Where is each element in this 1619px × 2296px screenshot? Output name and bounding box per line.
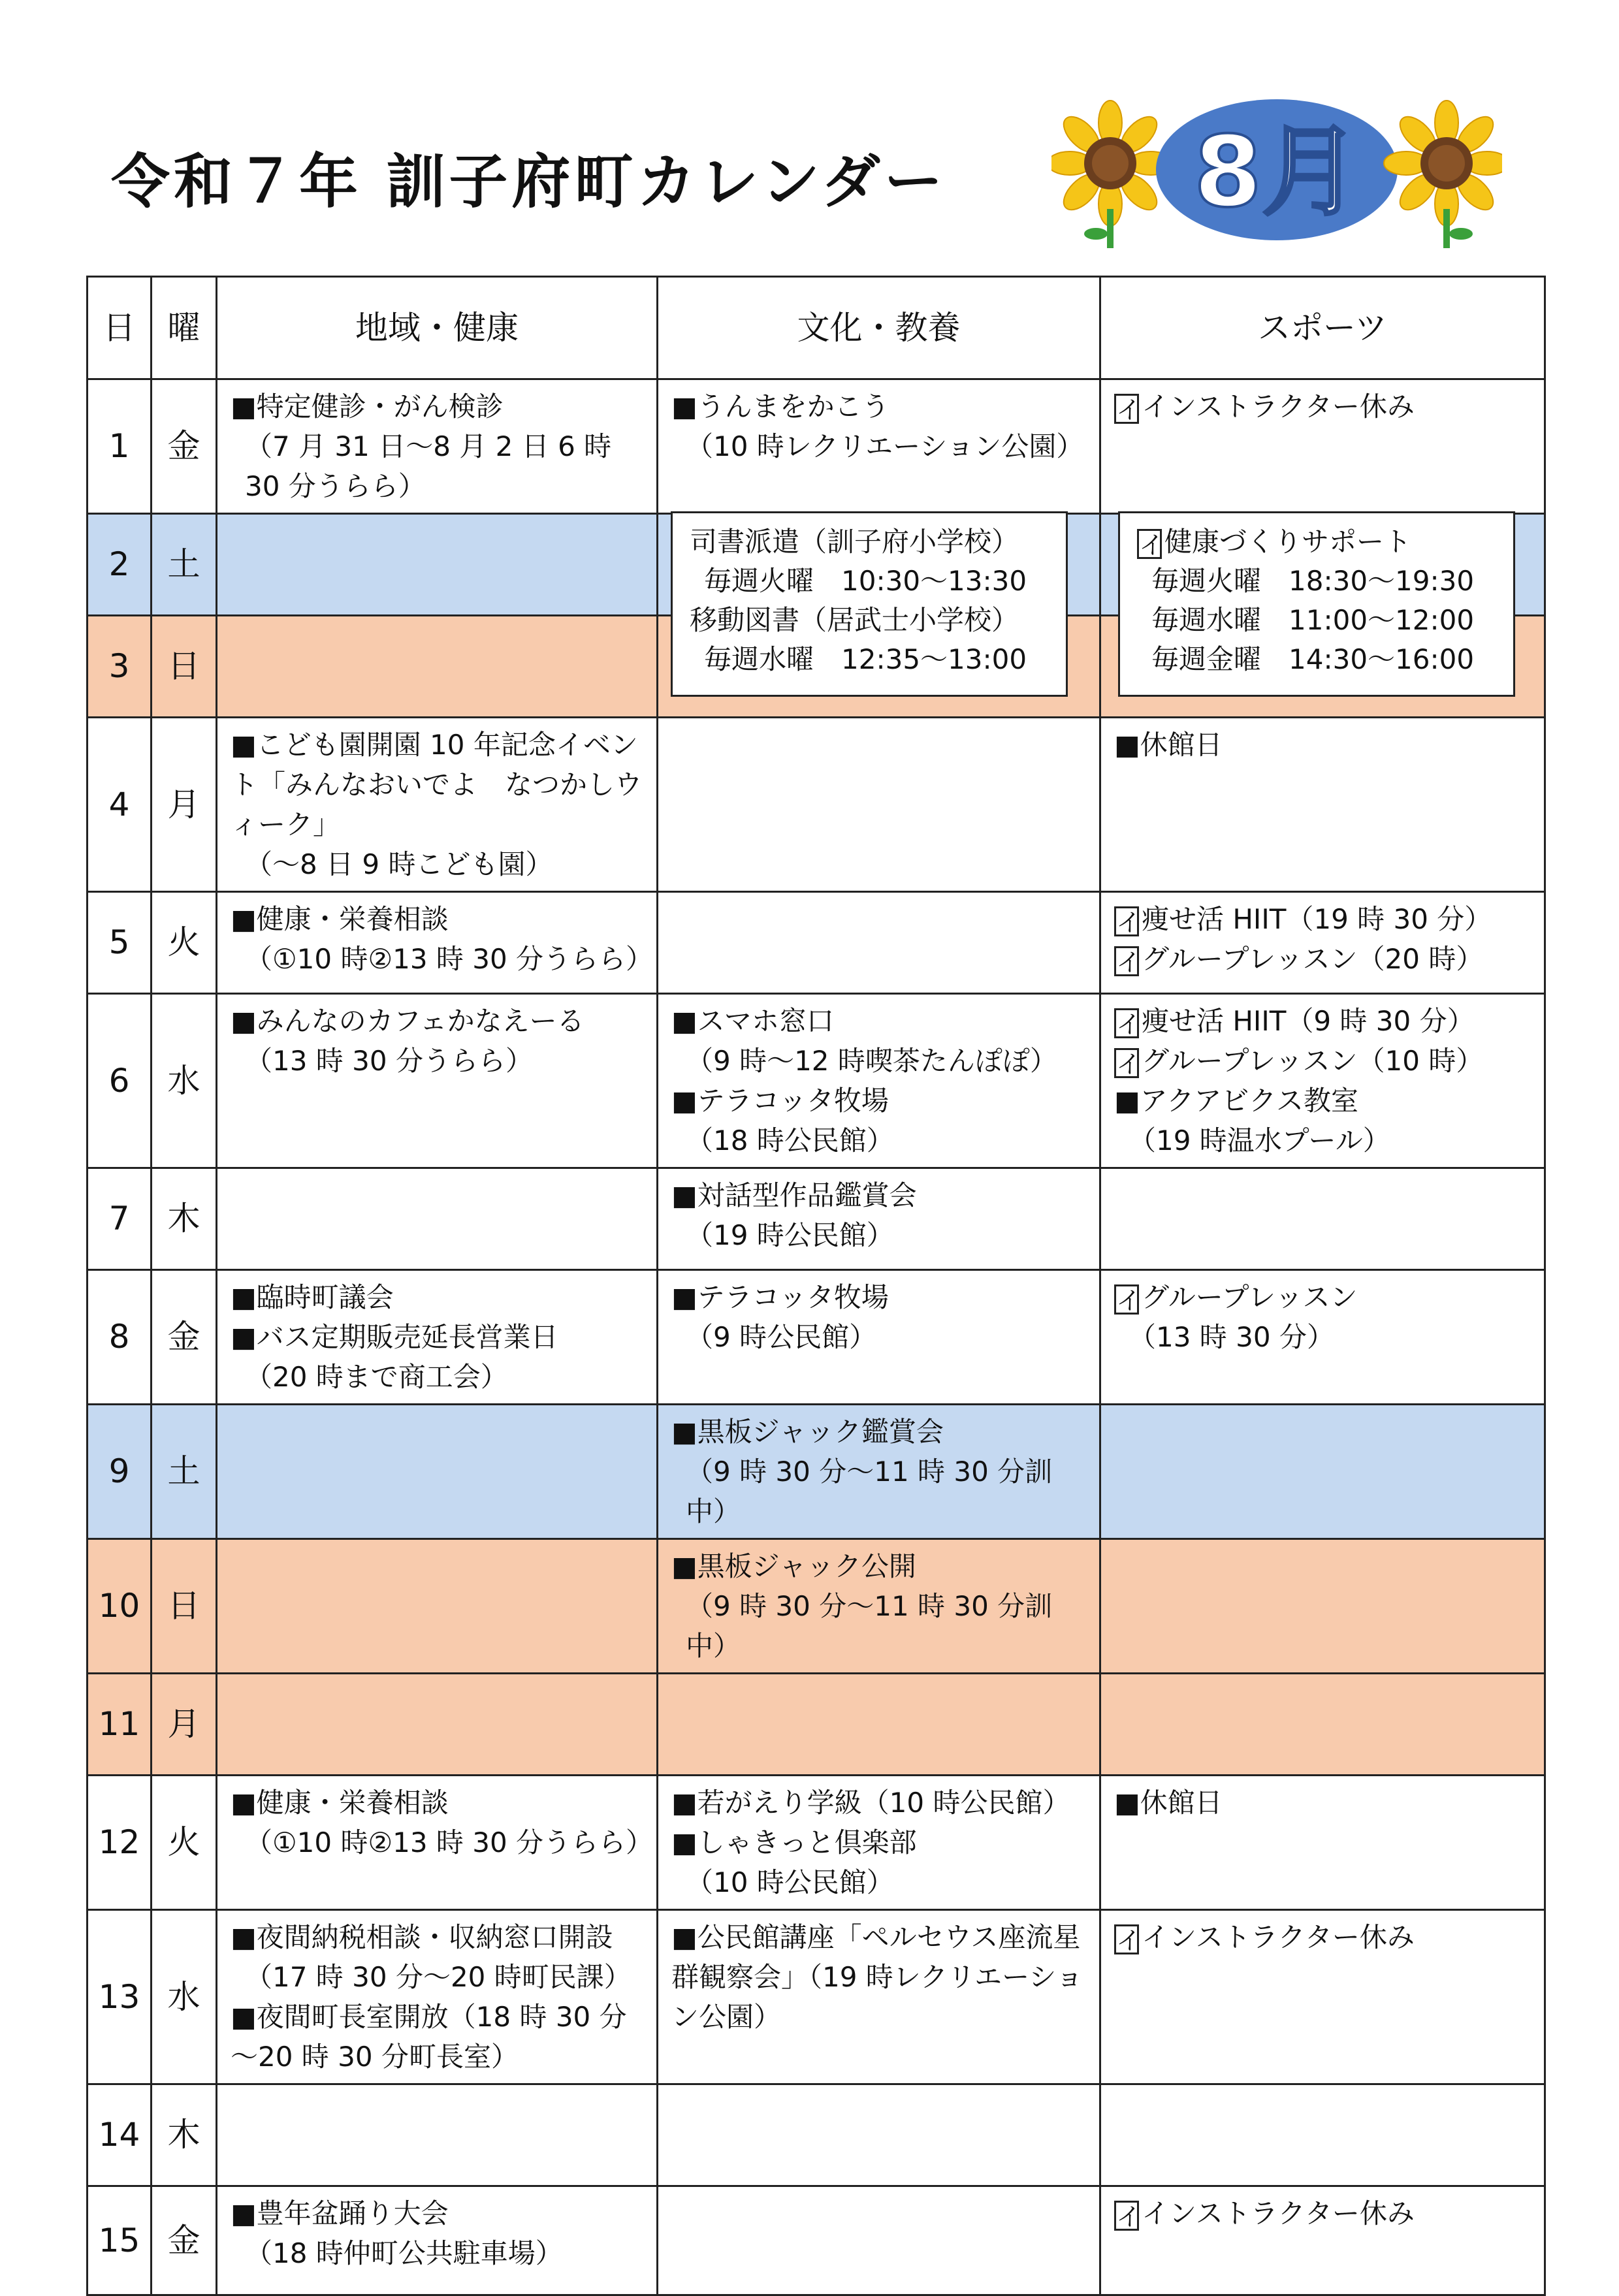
event-line: （13 時 30 分） bbox=[1129, 1321, 1334, 1353]
day-row bbox=[88, 1910, 1545, 2084]
event-line: ■黒板ジャック公開 bbox=[671, 1550, 916, 1582]
day-row bbox=[88, 379, 1545, 514]
day-number: 11 bbox=[88, 1674, 152, 1776]
event-line: ■休館日 bbox=[1114, 1787, 1223, 1819]
library-line: 司書派遣（訓子府小学校） bbox=[690, 526, 1019, 558]
day-number: 10 bbox=[88, 1539, 152, 1674]
health-cell bbox=[217, 2186, 658, 2295]
health-cell bbox=[217, 1270, 658, 1405]
instructor-event: イグループレッスン bbox=[1114, 1277, 1531, 1317]
instructor-mark-icon: イ bbox=[1114, 2201, 1139, 2231]
event-line: （18 時公民館） bbox=[686, 1124, 894, 1156]
health-support-line: 毎週水曜 11:00～12:00 bbox=[1151, 604, 1475, 636]
event-line: （9 時公民館） bbox=[686, 1321, 877, 1353]
header-health: 地域・健康 bbox=[217, 277, 658, 379]
page-title: 令和７年 訓子府町カレンダー bbox=[111, 148, 947, 216]
event-line: （①10 時②13 時 30 分うらら） bbox=[245, 943, 654, 975]
event-line: （13 時 30 分うらら） bbox=[245, 1045, 533, 1077]
health-support-line: 毎週金曜 14:30～16:00 bbox=[1151, 643, 1475, 675]
event-line: ■対話型作品鑑賞会 bbox=[671, 1179, 917, 1211]
event-line: （①10 時②13 時 30 分うらら） bbox=[245, 1826, 654, 1858]
event-line: （～8 日 9 時こども園） bbox=[245, 848, 553, 880]
day-number: 4 bbox=[88, 718, 152, 892]
day-of-week: 金 bbox=[152, 2186, 217, 2295]
event-line: （18 時仲町公共駐車場） bbox=[245, 2237, 563, 2269]
instructor-mark-icon: イ bbox=[1114, 906, 1139, 936]
day-number: 12 bbox=[88, 1776, 152, 1910]
instructor-mark-icon: イ bbox=[1114, 1048, 1139, 1078]
day-of-week: 金 bbox=[152, 379, 217, 514]
day-of-week: 土 bbox=[152, 1405, 217, 1539]
health-cell bbox=[217, 1168, 658, 1270]
health-cell bbox=[217, 1910, 658, 2084]
day-row bbox=[88, 994, 1545, 1168]
event-line: ■夜間納税相談・収納窓口開設 bbox=[231, 1921, 613, 1953]
sports-cell bbox=[1100, 718, 1545, 892]
day-of-week: 月 bbox=[152, 718, 217, 892]
sunflower-icon bbox=[1384, 101, 1502, 248]
event-line: ■健康・栄養相談 bbox=[231, 903, 449, 935]
event-line: （10 時レクリエーション公園） bbox=[686, 430, 1084, 462]
day-of-week: 日 bbox=[152, 1539, 217, 1674]
library-info-box bbox=[671, 511, 1068, 697]
event-line: ■特定健診・がん検診 bbox=[231, 391, 504, 423]
day-of-week: 水 bbox=[152, 1910, 217, 2084]
day-of-week: 木 bbox=[152, 2084, 217, 2186]
instructor-mark-icon: イ bbox=[1137, 529, 1162, 559]
day-row bbox=[88, 1405, 1545, 1539]
library-line: 移動図書（居武士小学校） bbox=[690, 604, 1019, 636]
culture-cell bbox=[658, 718, 1100, 892]
culture-cell bbox=[658, 1405, 1100, 1539]
day-of-week: 土 bbox=[152, 514, 217, 616]
day-number: 6 bbox=[88, 994, 152, 1168]
event-line: ■豊年盆踊り大会 bbox=[231, 2197, 449, 2229]
instructor-mark-icon: イ bbox=[1114, 1008, 1139, 1038]
event-line: （19 時温水プール） bbox=[1129, 1124, 1390, 1156]
event-line: ■健康・栄養相談 bbox=[231, 1787, 449, 1819]
health-support-title: イ健康づくりサポート bbox=[1137, 522, 1496, 562]
day-row bbox=[88, 1674, 1545, 1776]
health-cell bbox=[217, 514, 658, 616]
health-support-line: 毎週火曜 18:30～19:30 bbox=[1151, 565, 1475, 597]
health-cell bbox=[217, 1776, 658, 1910]
day-row bbox=[88, 1539, 1545, 1674]
day-of-week: 水 bbox=[152, 994, 217, 1168]
event-line: （19 時公民館） bbox=[686, 1219, 894, 1251]
event-line: ■しゃきっと倶楽部 bbox=[671, 1826, 917, 1858]
sports-cell bbox=[1100, 994, 1545, 1168]
instructor-event: イグループレッスン（20 時） bbox=[1114, 939, 1531, 979]
event-line: ■バス定期販売延長営業日 bbox=[231, 1321, 558, 1353]
header-dow: 曜 bbox=[152, 277, 217, 379]
library-line: 毎週火曜 10:30～13:30 bbox=[704, 565, 1027, 597]
culture-cell bbox=[658, 2186, 1100, 2295]
day-of-week: 火 bbox=[152, 892, 217, 994]
event-line: ■黒板ジャック鑑賞会 bbox=[671, 1416, 944, 1448]
sports-cell bbox=[1100, 2084, 1545, 2186]
event-line: ■うんまをかこう bbox=[671, 391, 890, 423]
day-of-week: 木 bbox=[152, 1168, 217, 1270]
header-sports: スポーツ bbox=[1100, 277, 1545, 379]
header-day: 日 bbox=[88, 277, 152, 379]
event-line: （10 時公民館） bbox=[686, 1866, 894, 1898]
event-line: ■みんなのカフェかなえーる bbox=[231, 1005, 585, 1037]
event-line: ■アクアビクス教室 bbox=[1114, 1085, 1359, 1117]
event-line: ■テラコッタ牧場 bbox=[671, 1085, 889, 1117]
event-line: ■休館日 bbox=[1114, 729, 1223, 761]
health-cell bbox=[217, 718, 658, 892]
day-number: 3 bbox=[88, 616, 152, 718]
culture-cell bbox=[658, 1776, 1100, 1910]
event-line: （20 時まで商工会） bbox=[245, 1361, 508, 1393]
event-line: （9 時 30 分～11 時 30 分訓中） bbox=[686, 1456, 1053, 1527]
day-number: 9 bbox=[88, 1405, 152, 1539]
day-number: 1 bbox=[88, 379, 152, 514]
month-badge bbox=[1051, 91, 1502, 248]
library-line: 毎週水曜 12:35～13:00 bbox=[704, 643, 1027, 675]
day-number: 7 bbox=[88, 1168, 152, 1270]
event-line: ■公民館講座「ペルセウス座流星群観察会」（19 時レクリエーション公園） bbox=[671, 1921, 1083, 2033]
instructor-event: イ痩せ活 HIIT（19 時 30 分） bbox=[1114, 899, 1531, 939]
health-cell bbox=[217, 994, 658, 1168]
instructor-mark-icon: イ bbox=[1114, 1924, 1139, 1954]
event-line: ■スマホ窓口 bbox=[671, 1005, 834, 1037]
sports-cell bbox=[1100, 1270, 1545, 1405]
day-number: 13 bbox=[88, 1910, 152, 2084]
day-of-week: 金 bbox=[152, 1270, 217, 1405]
day-row bbox=[88, 892, 1545, 994]
day-row bbox=[88, 1168, 1545, 1270]
sports-cell bbox=[1100, 1405, 1545, 1539]
day-number: 15 bbox=[88, 2186, 152, 2295]
event-line: （9 時～12 時喫茶たんぽぽ） bbox=[686, 1045, 1057, 1077]
health-cell bbox=[217, 2084, 658, 2186]
sports-cell bbox=[1100, 1168, 1545, 1270]
header-row bbox=[88, 277, 1545, 379]
day-row bbox=[88, 1776, 1545, 1910]
health-cell bbox=[217, 1674, 658, 1776]
health-cell bbox=[217, 1539, 658, 1674]
event-line: ■テラコッタ牧場 bbox=[671, 1281, 889, 1313]
event-line: ■臨時町議会 bbox=[231, 1281, 394, 1313]
day-of-week: 火 bbox=[152, 1776, 217, 1910]
day-of-week: 月 bbox=[152, 1674, 217, 1776]
day-number: 5 bbox=[88, 892, 152, 994]
instructor-mark-icon: イ bbox=[1114, 946, 1139, 976]
sports-cell bbox=[1100, 1539, 1545, 1674]
day-number: 14 bbox=[88, 2084, 152, 2186]
culture-cell bbox=[658, 379, 1100, 514]
day-number: 2 bbox=[88, 514, 152, 616]
day-row bbox=[88, 2084, 1545, 2186]
day-number: 8 bbox=[88, 1270, 152, 1405]
culture-cell bbox=[658, 1539, 1100, 1674]
instructor-event: イインストラクター休み bbox=[1114, 2193, 1531, 2233]
day-row bbox=[88, 1270, 1545, 1405]
culture-cell bbox=[658, 1910, 1100, 2084]
instructor-event: イインストラクター休み bbox=[1114, 387, 1531, 426]
event-line: （7 月 31 日～8 月 2 日 6 時 30 分うらら） bbox=[245, 430, 612, 502]
event-line: ■こども園開園 10 年記念イベント「みんなおいでよ なつかしウィーク」 bbox=[231, 729, 643, 840]
badge-oval bbox=[1156, 99, 1398, 240]
health-cell bbox=[217, 379, 658, 514]
culture-cell bbox=[658, 1168, 1100, 1270]
health-support-box bbox=[1118, 511, 1515, 697]
health-cell bbox=[217, 892, 658, 994]
sports-cell bbox=[1100, 1674, 1545, 1776]
instructor-mark-icon: イ bbox=[1114, 1284, 1139, 1315]
event-line: ■夜間町長室開放（18 時 30 分～20 時 30 分町長室） bbox=[231, 2001, 627, 2073]
event-line: ■若がえり学級（10 時公民館） bbox=[671, 1787, 1070, 1819]
sports-cell bbox=[1100, 379, 1545, 514]
day-row bbox=[88, 718, 1545, 892]
instructor-event: イグループレッスン（10 時） bbox=[1114, 1041, 1531, 1081]
event-line: （9 時 30 分～11 時 30 分訓中） bbox=[686, 1590, 1053, 1662]
culture-cell bbox=[658, 1270, 1100, 1405]
sunflower-icon bbox=[1051, 101, 1173, 248]
day-row bbox=[88, 2186, 1545, 2295]
health-cell bbox=[217, 616, 658, 718]
instructor-event: イ痩せ活 HIIT（9 時 30 分） bbox=[1114, 1001, 1531, 1041]
day-of-week: 日 bbox=[152, 616, 217, 718]
health-cell bbox=[217, 1405, 658, 1539]
culture-cell bbox=[658, 2084, 1100, 2186]
instructor-mark-icon: イ bbox=[1114, 394, 1139, 424]
month-label: 8月 bbox=[1193, 116, 1360, 229]
header-culture: 文化・教養 bbox=[658, 277, 1100, 379]
culture-cell bbox=[658, 1674, 1100, 1776]
sports-cell bbox=[1100, 892, 1545, 994]
instructor-event: イインストラクター休み bbox=[1114, 1917, 1531, 1957]
culture-cell bbox=[658, 994, 1100, 1168]
sports-cell bbox=[1100, 1910, 1545, 2084]
sports-cell bbox=[1100, 1776, 1545, 1910]
event-line: （17 時 30 分～20 時町民課） bbox=[245, 1961, 632, 1993]
sports-cell bbox=[1100, 2186, 1545, 2295]
culture-cell bbox=[658, 892, 1100, 994]
